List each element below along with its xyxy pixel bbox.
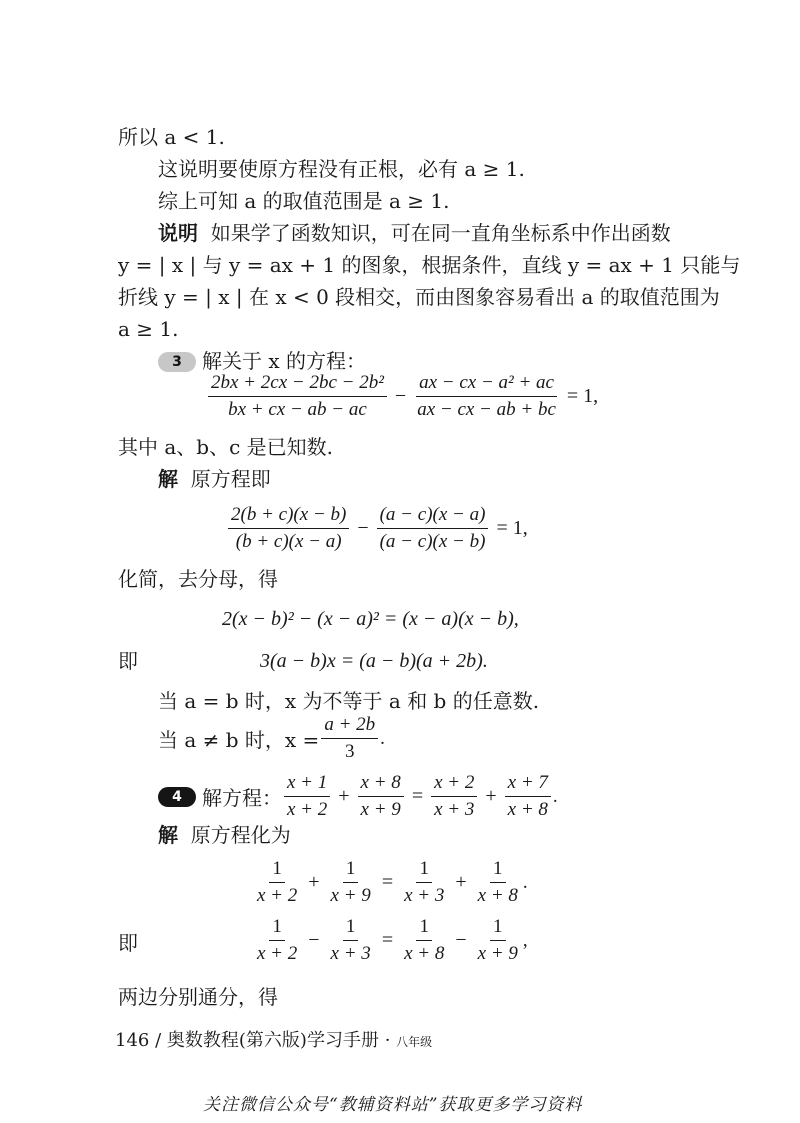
fraction	[414, 372, 559, 421]
text-line: 即	[118, 649, 138, 673]
denominator: (a − c)(x − b)	[379, 531, 486, 552]
minus-sign: −	[455, 929, 467, 951]
numerator: (a − c)(x − a)	[377, 504, 489, 529]
denominator: x + 9	[360, 799, 401, 820]
minus-sign: −	[394, 385, 407, 407]
numerator: a + 2b	[321, 714, 378, 739]
fraction	[328, 916, 374, 965]
denominator: x + 9	[477, 943, 518, 964]
solution-label: 解	[158, 467, 178, 491]
equation-rhs: = 1,	[566, 385, 599, 407]
numerator: ax − cx − a² + ac	[416, 372, 557, 397]
example-3-equation	[206, 372, 604, 421]
footer-dot: ·	[384, 1030, 391, 1051]
plus-sign: +	[455, 871, 467, 893]
numerator: 1	[343, 858, 359, 883]
denominator: x + 8	[477, 885, 518, 906]
plus-sign: +	[485, 785, 497, 807]
numerator: x + 7	[505, 772, 551, 797]
numerator: x + 1	[284, 772, 330, 797]
fraction	[284, 772, 330, 821]
page-footer	[115, 1026, 432, 1052]
page-number: 146	[115, 1030, 150, 1051]
fraction	[505, 772, 551, 821]
simplified-equation: 2(x − b)² − (x − a)² = (x − a)(x − b),	[222, 608, 519, 630]
book-title: 奥数教程(第六版)学习手册	[166, 1030, 379, 1051]
denominator: x + 2	[257, 943, 298, 964]
text-line: 当 a = b 时，x 为不等于 a 和 b 的任意数.	[158, 689, 540, 713]
numerator: 1	[490, 858, 506, 883]
denominator: x + 8	[404, 943, 445, 964]
reduced-equation	[252, 858, 528, 907]
numerator: x + 2	[431, 772, 477, 797]
text-line: y = | x | 与 y = ax + 1 的图象，根据条件，直线 y = ax + 1 只能与	[118, 253, 741, 277]
fraction	[431, 772, 477, 821]
text-line: 即	[118, 931, 138, 955]
solution-3-equation	[226, 504, 534, 553]
denominator: 3	[344, 741, 355, 762]
text-line: 综上可知 a 的取值范围是 a ≥ 1.	[158, 189, 450, 213]
example-number-badge: 3	[158, 352, 196, 372]
explanation-line	[158, 220, 671, 246]
text-segment: 当 a ≠ b 时，x =	[158, 728, 320, 752]
fraction	[254, 916, 300, 965]
text-line: a ≥ 1.	[118, 317, 179, 341]
fraction	[475, 858, 521, 907]
grade-label: 八年级	[396, 1035, 433, 1049]
fraction	[321, 714, 378, 763]
denominator: (b + c)(x − a)	[235, 531, 342, 552]
minus-sign: −	[308, 929, 320, 951]
denominator: x + 2	[257, 885, 298, 906]
period: .	[380, 727, 385, 749]
fraction	[228, 504, 349, 553]
numerator: 1	[416, 858, 432, 883]
denominator: x + 9	[330, 885, 371, 906]
fraction	[358, 772, 404, 821]
fraction	[377, 504, 489, 553]
solution-line	[158, 466, 271, 492]
footer-separator: /	[155, 1030, 162, 1051]
fraction	[208, 372, 387, 421]
denominator: x + 3	[434, 799, 475, 820]
text-segment: 如果学了函数知识，可在同一直角坐标系中作出函数	[210, 221, 671, 245]
watermark-text: 关注微信公众号“教辅资料站”获取更多学习资料	[203, 1095, 583, 1115]
denominator: x + 2	[287, 799, 328, 820]
fraction	[328, 858, 374, 907]
example-prompt: 解关于 x 的方程：	[202, 349, 366, 373]
comma: ,	[522, 929, 528, 951]
text-line: 折线 y = | x | 在 x < 0 段相交，而由图象容易看出 a 的取值范围为	[118, 285, 720, 309]
denominator: ax − cx − ab + bc	[417, 399, 556, 420]
numerator: 1	[490, 916, 506, 941]
denominator: x + 8	[507, 799, 548, 820]
numerator: x + 8	[358, 772, 404, 797]
text-line: 这说明要使原方程没有正根，必有 a ≥ 1.	[158, 157, 525, 181]
numerator: 2bx + 2cx − 2bc − 2b²	[208, 372, 387, 397]
fraction	[475, 916, 521, 965]
example-number-badge: 4	[158, 787, 196, 807]
equals-sign: =	[381, 871, 394, 893]
denominator: bx + cx − ab − ac	[228, 399, 367, 420]
text-line: 化简，去分母，得	[118, 567, 278, 591]
equation-rhs: = 1,	[496, 517, 528, 539]
text-line: 其中 a、b、c 是已知数.	[118, 435, 333, 459]
solution-line	[158, 822, 291, 848]
text-line: 两边分别通分，得	[118, 985, 278, 1009]
example-3-heading	[158, 348, 366, 374]
equals-sign: =	[411, 785, 424, 807]
plus-sign: +	[308, 871, 320, 893]
period: .	[522, 871, 528, 893]
text-segment: 原方程化为	[190, 823, 291, 847]
fraction	[401, 916, 447, 965]
fraction	[401, 858, 447, 907]
example-prompt: 解方程：	[202, 786, 282, 810]
rearranged-equation	[252, 916, 528, 965]
x-value-line	[158, 714, 385, 763]
fraction	[254, 858, 300, 907]
plus-sign: +	[338, 785, 350, 807]
equals-sign: =	[381, 929, 394, 951]
denominator: x + 3	[330, 943, 371, 964]
numerator: 1	[343, 916, 359, 941]
solution-label: 解	[158, 823, 178, 847]
linear-equation: 3(a − b)x = (a − b)(a + 2b).	[260, 650, 488, 672]
example-4-heading	[158, 772, 558, 821]
period: .	[552, 785, 558, 807]
numerator: 2(b + c)(x − b)	[228, 504, 349, 529]
text-segment: 原方程即	[190, 467, 271, 491]
numerator: 1	[269, 916, 285, 941]
numerator: 1	[269, 858, 285, 883]
explanation-label: 说明	[158, 221, 198, 245]
denominator: x + 3	[404, 885, 445, 906]
minus-sign: −	[357, 517, 369, 539]
text-line: 所以 a < 1.	[118, 125, 225, 149]
numerator: 1	[416, 916, 432, 941]
